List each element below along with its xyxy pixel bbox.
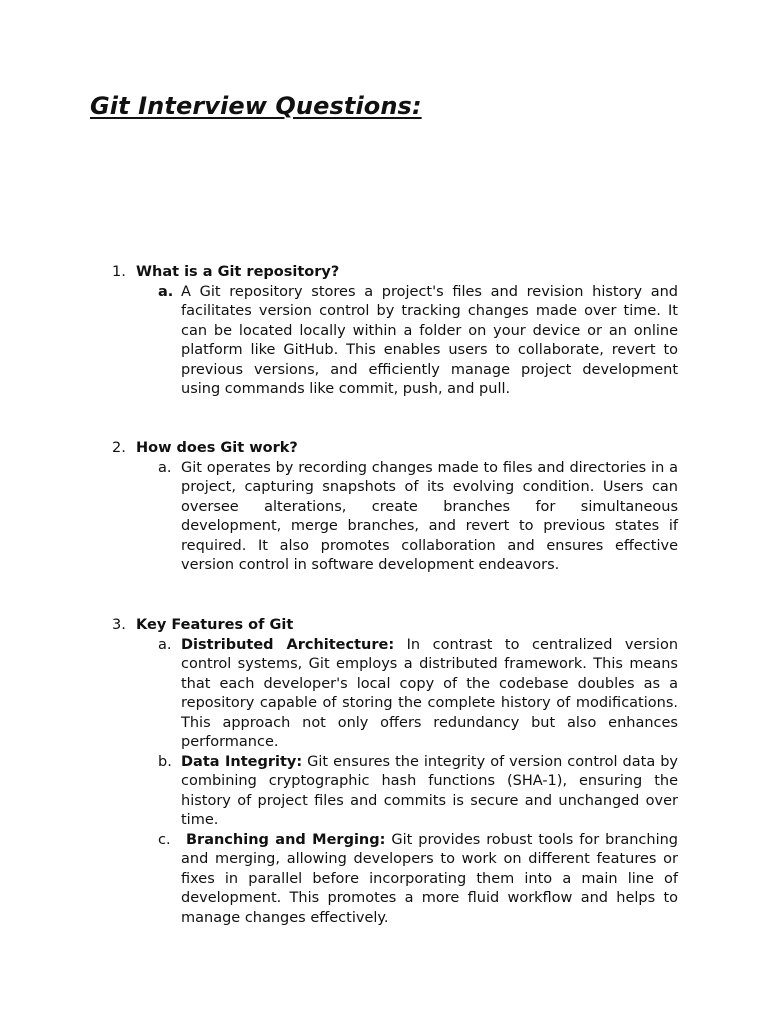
answer-marker: c. — [158, 831, 171, 848]
question-heading — [110, 439, 678, 459]
answer-text: In contrast to centralized version control systems, Git employs a distributed framework. This means that each developer's local copy of the codebase doubles as a repository capable of storing the complete history of modifications. This approach not only offers redundancy but also enhances performance. — [181, 636, 679, 750]
answer-item — [110, 459, 678, 576]
document-title: Git Interview Questions: — [90, 92, 422, 120]
answer-item — [110, 753, 678, 831]
answer-item — [110, 283, 678, 400]
answer-marker: a. — [158, 459, 172, 476]
question-heading — [110, 616, 678, 636]
answer-marker: a. — [158, 636, 172, 653]
answer-text: Git provides robust tools for branching and merging, allowing developers to work on different features or fixes in parallel before incorporating them into a main line of development. This promotes a more fluid workflow and helps to manage changes effectively. — [181, 831, 679, 926]
question-text: How does Git work? — [136, 440, 298, 456]
answer-item — [110, 636, 678, 753]
question-number: 2. — [112, 440, 126, 456]
answer-marker: a. — [158, 283, 174, 300]
answer-marker: b. — [158, 753, 172, 770]
answer-text: Git operates by recording changes made to files and directories in a project, capturing snapshots of its evolving condition. Users can oversee alterations, create branches for simultaneous development, merge branches, and revert to previous states if required. It also promotes collaboration and ensures effective version control in software development endeavors. — [181, 459, 678, 573]
answer-lead: Branching and Merging: — [186, 831, 386, 848]
question-3 — [110, 616, 678, 928]
question-heading — [110, 263, 678, 283]
question-text: What is a Git repository? — [136, 264, 340, 280]
question-text: Key Features of Git — [136, 617, 294, 633]
answer-text: Git ensures the integrity of version control data by combining cryptographic hash functions (SHA-1), ensuring the history of project files and commits is secure and unchanged over time. — [181, 753, 679, 828]
question-1 — [110, 263, 678, 400]
answer-text: A Git repository stores a project's files and revision history and facilitates version control by tracking changes made over time. It can be located locally within a folder on your device or an online platform like GitHub. This enables users to collaborate, revert to previous versions, and efficiently manage project development using commands like commit, push, and pull. — [181, 283, 678, 397]
question-2 — [110, 439, 678, 576]
question-number: 3. — [112, 617, 126, 633]
answer-lead: Distributed Architecture: — [181, 636, 395, 653]
question-number: 1. — [112, 264, 126, 280]
answer-item — [110, 831, 678, 929]
answer-lead: Data Integrity: — [181, 753, 303, 770]
